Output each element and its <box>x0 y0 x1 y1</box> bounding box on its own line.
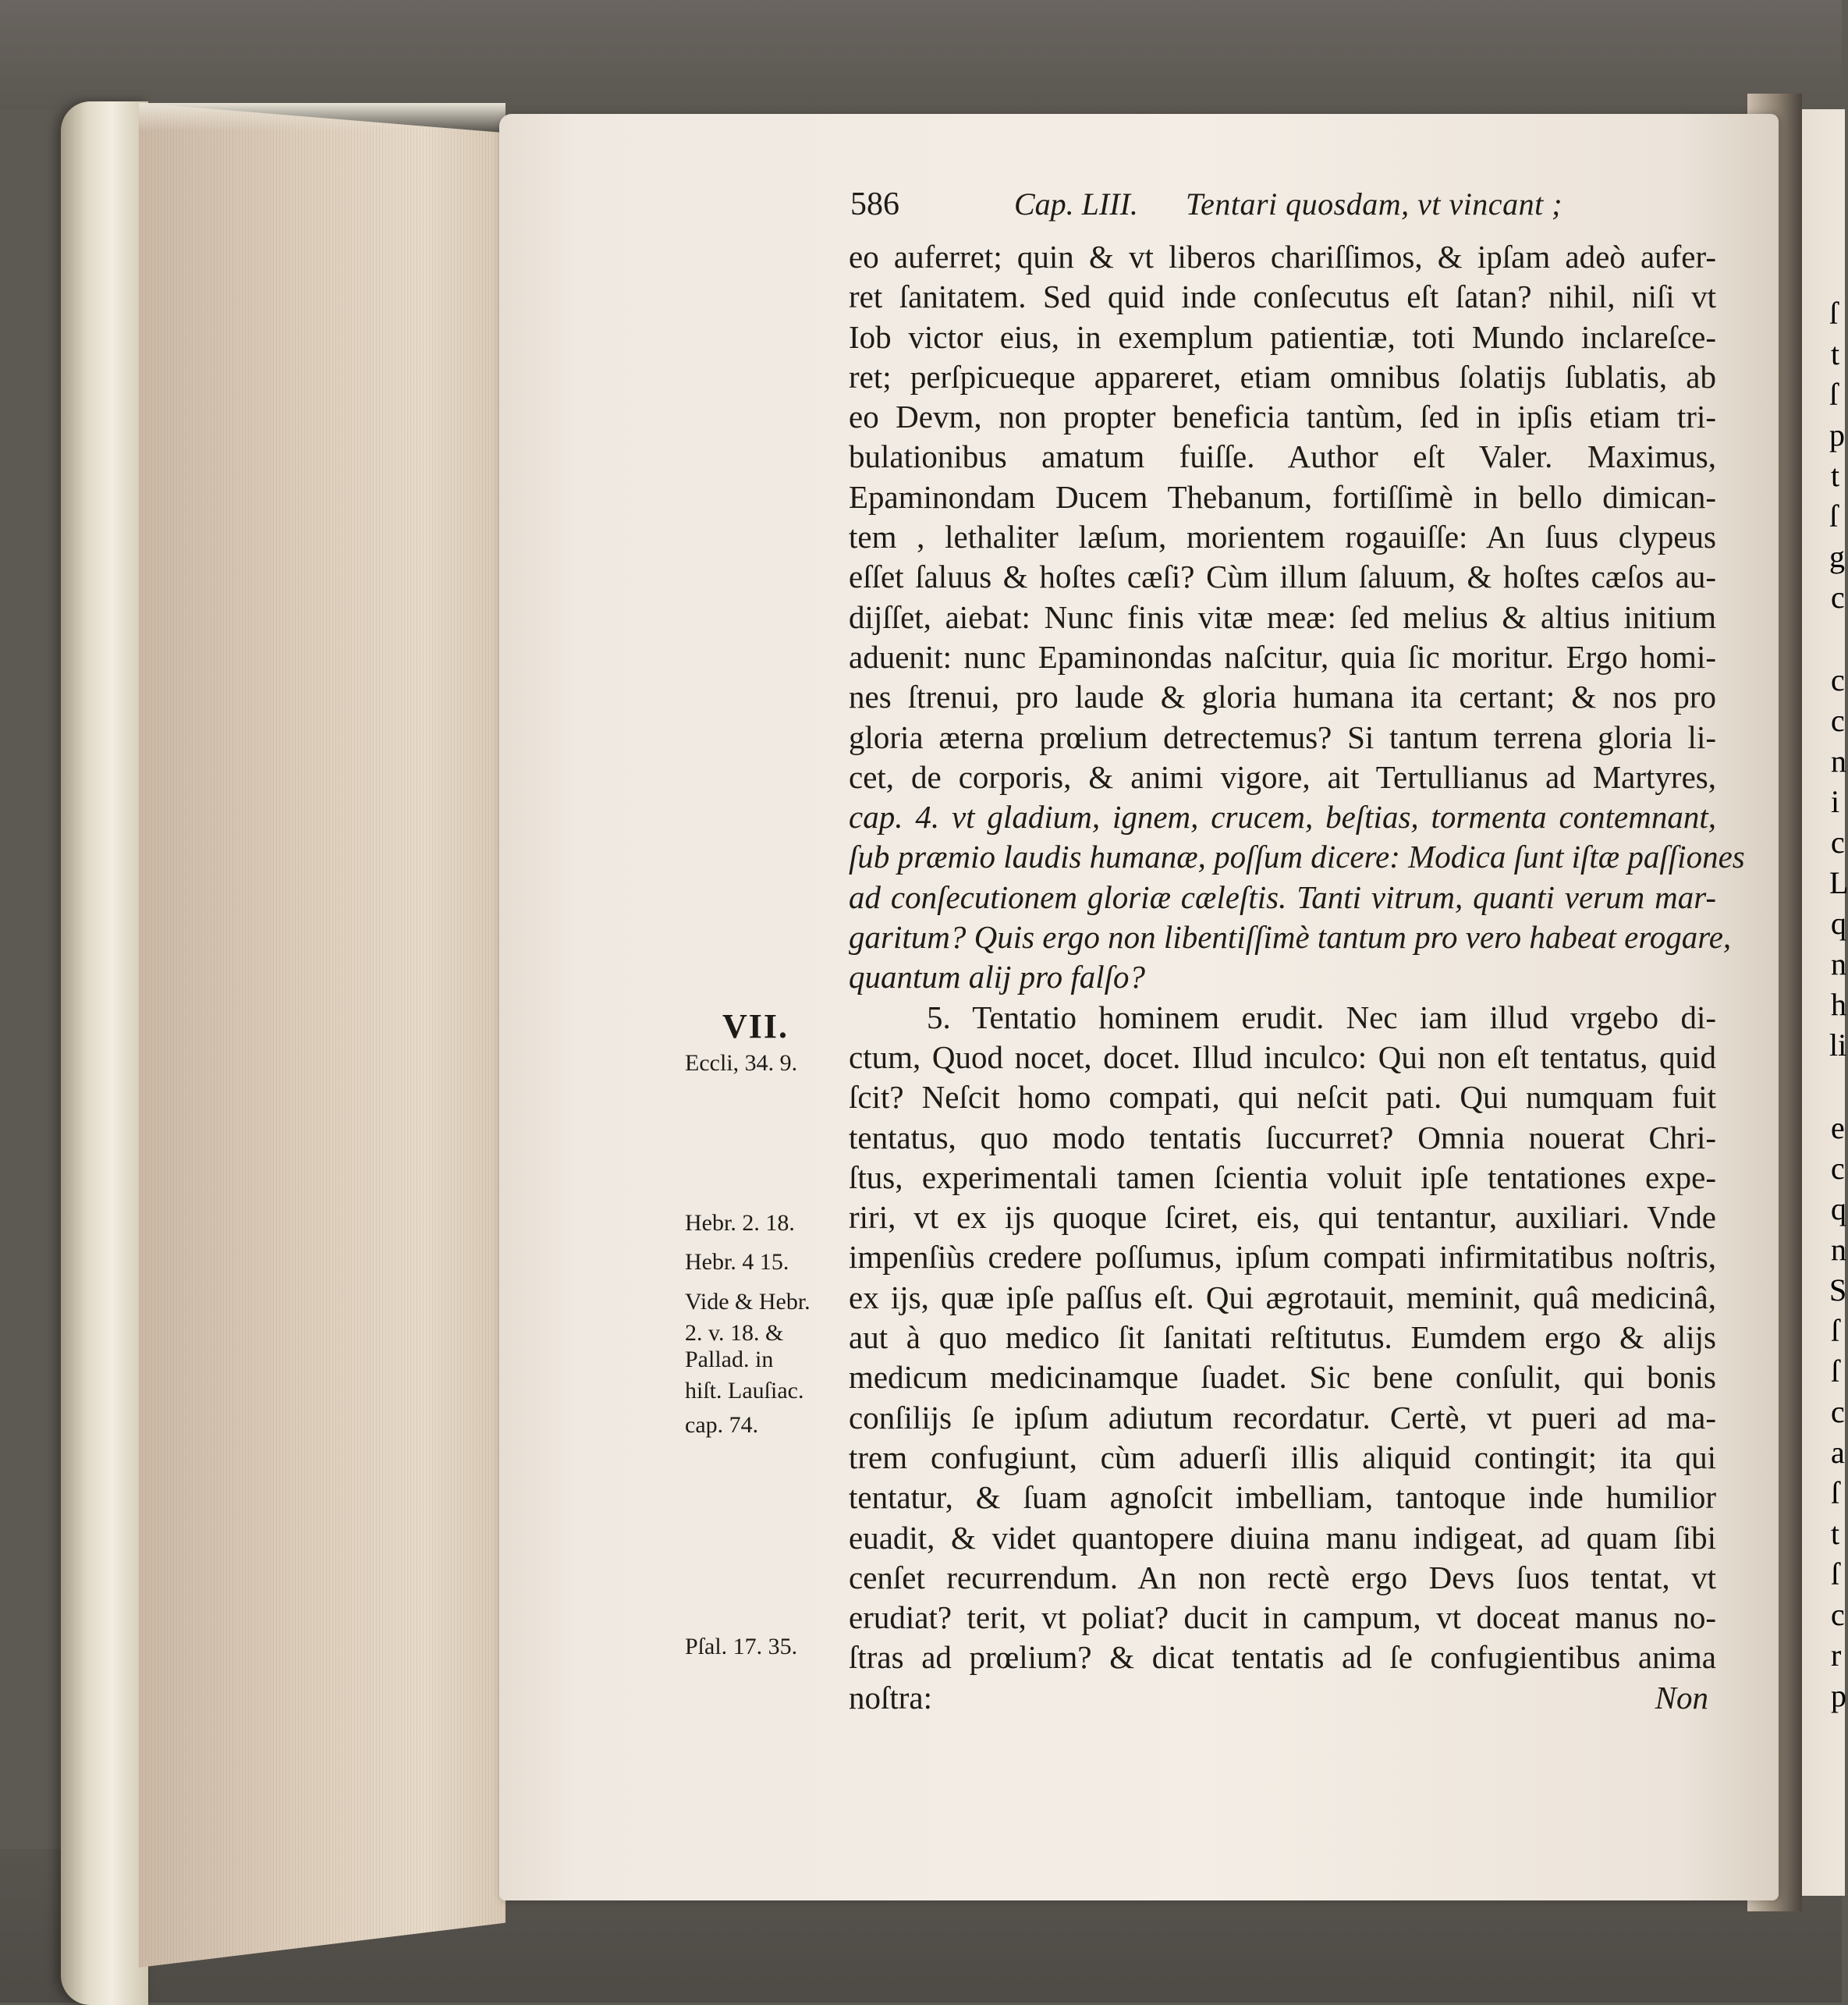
facing-fragment: r <box>1831 1638 1842 1673</box>
facing-fragment: h <box>1831 987 1846 1022</box>
text-line: impenſiùs credere poſſumus, ipſum compati infirmitatibus noſtris, <box>849 1239 1716 1276</box>
catchword: Non <box>1655 1679 1708 1716</box>
margin-note: Hebr. 4 15. <box>685 1249 789 1275</box>
text-line: aut à quo medico ſit ſanitati reſtitutus. Eumdem ergo & alijs <box>849 1319 1716 1356</box>
facing-fragment: S <box>1829 1272 1847 1308</box>
facing-fragment: ſ <box>1829 499 1839 534</box>
facing-fragment: c <box>1831 580 1845 615</box>
last-line-text: noſtra: <box>849 1679 933 1716</box>
text-line: bulationibus amatum fuiſſe. Author eſt Valer. Maximus, <box>849 438 1716 475</box>
margin-note: Vide & Hebr. <box>685 1289 810 1315</box>
facing-fragment: q <box>1831 906 1846 941</box>
facing-fragment: ſ <box>1831 1313 1840 1348</box>
text-line: eſſet ſaluus & hoſtes cæſi? Cùm illum ſaluum, & hoſtes cæſos au- <box>849 559 1716 595</box>
facing-fragment: a <box>1831 1435 1845 1470</box>
backdrop-top <box>0 0 1842 109</box>
facing-fragment: c <box>1831 825 1845 860</box>
text-line: ſtus, experimentali tamen ſcientia voluit ipſe tentationes expe- <box>849 1159 1716 1195</box>
facing-fragment: L <box>1829 865 1848 900</box>
facing-fragment: n <box>1831 1232 1846 1267</box>
section-numeral: VII. <box>722 1007 789 1045</box>
text-line: erudiat? terit, vt poliat? ducit in campum, vt doceat manus no- <box>849 1599 1716 1636</box>
facing-fragment: c <box>1831 703 1845 738</box>
facing-fragment: c <box>1831 662 1845 697</box>
facing-fragment: ſ <box>1829 296 1839 331</box>
facing-fragment: c <box>1831 1151 1845 1186</box>
text-line: ſcit? Neſcit homo compati, qui neſcit pati. Qui numquam fuit <box>849 1079 1716 1116</box>
facing-fragment: q <box>1831 1191 1846 1226</box>
text-line: riri, vt ex ijs quoque ſciret, eis, qui tentantur, auxiliari. Vnde <box>849 1199 1716 1236</box>
facing-fragment: ſ <box>1829 377 1839 412</box>
text-line: tem , lethaliter læſum, morientem rogauiſſe: An ſuus clypeus <box>849 519 1716 555</box>
facing-fragment: t <box>1831 336 1840 371</box>
facing-fragment: t <box>1831 1516 1840 1551</box>
text-line: Iob victor eius, in exemplum patientiæ, toti Mundo inclareſce- <box>849 318 1716 355</box>
text-line: ret; perſpicueque appareret, etiam omnibus ſolatijs ſublatis, ab <box>849 358 1716 395</box>
facing-fragment: n <box>1831 743 1846 779</box>
text-line <box>849 1678 1716 1718</box>
text-line: ex ijs, quæ ipſe paſſus eſt. Qui ægrotauit, meminit, quâ medicinâ, <box>849 1279 1716 1315</box>
facing-fragment: g <box>1829 539 1845 574</box>
facing-fragment: t <box>1831 458 1840 493</box>
text-line: medicum medicinamque ſuadet. Sic bene conſulit, qui bonis <box>849 1359 1716 1396</box>
text-line: ctum, Quod nocet, docet. Illud inculco: Qui non eſt tentatus, quid <box>849 1038 1716 1075</box>
text-line: nes ſtrenui, pro laude & gloria humana ita certant; & nos pro <box>849 679 1716 715</box>
facing-fragment: ſ <box>1831 1354 1840 1389</box>
text-line: cenſet recurrendum. An non rectè ergo Devs ſuos tentat, vt <box>849 1559 1716 1595</box>
text-line: euadit, & videt quantopere diuina manu indigeat, ad quam ſibi <box>849 1519 1716 1556</box>
book-spine <box>61 101 148 2005</box>
text-line: trem confugiunt, cùm aduerſi illis aliquid contingit; ita qui <box>849 1439 1716 1475</box>
facing-fragment: c <box>1831 1597 1845 1632</box>
chapter-label: Cap. LIII. <box>1014 186 1138 222</box>
margin-note: Pallad. in <box>685 1347 774 1372</box>
facing-fragment: li <box>1829 1027 1847 1063</box>
facing-fragment: ſ <box>1831 1475 1840 1510</box>
facing-fragment: i <box>1831 784 1840 819</box>
text-line: aduenit: nunc Epaminondas naſcitur, quia ſic moritur. Ergo homi- <box>849 638 1716 675</box>
text-line: conſilijs ſe ipſum adiutum recordatur. Certè, vt pueri ad ma- <box>849 1399 1716 1435</box>
text-line: tentatus, quo modo tentatis ſuccurret? Omnia nouerat Chri- <box>849 1119 1716 1155</box>
facing-fragment: ſ <box>1831 1556 1840 1592</box>
text-line: cap. 4. vt gladium, ignem, crucem, beſtias, tormenta contemnant, <box>849 799 1716 836</box>
margin-note: Pſal. 17. 35. <box>685 1634 798 1659</box>
running-title: Tentari quosdam, vt vincant ; <box>1186 186 1562 222</box>
text-line: ſtras ad prœlium? & dicat tentatis ad ſe confugientibus anima <box>849 1639 1716 1676</box>
margin-note: Hebr. 2. 18. <box>685 1210 795 1236</box>
text-line: eo auferret; quin & vt liberos chariſſimos, & ipſam adeò aufer- <box>849 239 1716 275</box>
text-line: quantum alij pro falſo? <box>849 959 1146 995</box>
margin-note: hiſt. Lauſiac. <box>685 1378 804 1404</box>
text-line: Epaminondam Ducem Thebanum, fortiſſimè in bello dimican- <box>849 478 1716 515</box>
text-line: garitum? Quis ergo non libentiſſimè tantum pro vero habeat erogare, <box>849 919 1732 956</box>
text-line: ad conſecutionem gloriæ cæleſtis. Tanti vitrum, quanti verum mar- <box>849 878 1716 915</box>
running-head <box>850 186 1701 240</box>
margin-note: 2. v. 18. & <box>685 1320 784 1346</box>
margin-note: Eccli, 34. 9. <box>685 1050 798 1076</box>
text-line: tentatur, & ſuam agnoſcit imbelliam, tantoque inde humilior <box>849 1479 1716 1516</box>
text-line: dijſſet, aiebat: Nunc finis vitæ meæ: ſed melius & altius initium <box>849 598 1716 635</box>
facing-fragment: c <box>1831 1394 1845 1429</box>
page-number: 586 <box>850 186 899 222</box>
text-line: ſub præmio laudis humanæ, poſſum dicere: Modica ſunt iſtæ paſſiones <box>849 839 1745 875</box>
facing-fragment: p <box>1829 417 1845 452</box>
page-body <box>849 237 1745 1718</box>
text-line: cet, de corporis, & animi vigore, ait Tertullianus ad Martyres, <box>849 758 1716 795</box>
page-edges-top <box>139 103 505 131</box>
page-edges <box>139 103 505 1968</box>
text-line: gloria æterna prœlium detrectemus? Si tantum terrena gloria li- <box>849 719 1716 755</box>
text-line: 5. Tentatio hominem erudit. Nec iam illud vrgebo di- <box>927 999 1716 1035</box>
facing-fragment: e <box>1831 1110 1845 1145</box>
text-line: eo Devm, non propter beneficia tantùm, ſed in ipſis etiam tri- <box>849 399 1716 435</box>
text-line: ret ſanitatem. Sed quid inde conſecutus eſt ſatan? nihil, niſi vt <box>849 279 1716 315</box>
margin-note: cap. 74. <box>685 1412 759 1438</box>
facing-fragment: n <box>1831 946 1846 981</box>
facing-fragment: p <box>1831 1678 1846 1713</box>
